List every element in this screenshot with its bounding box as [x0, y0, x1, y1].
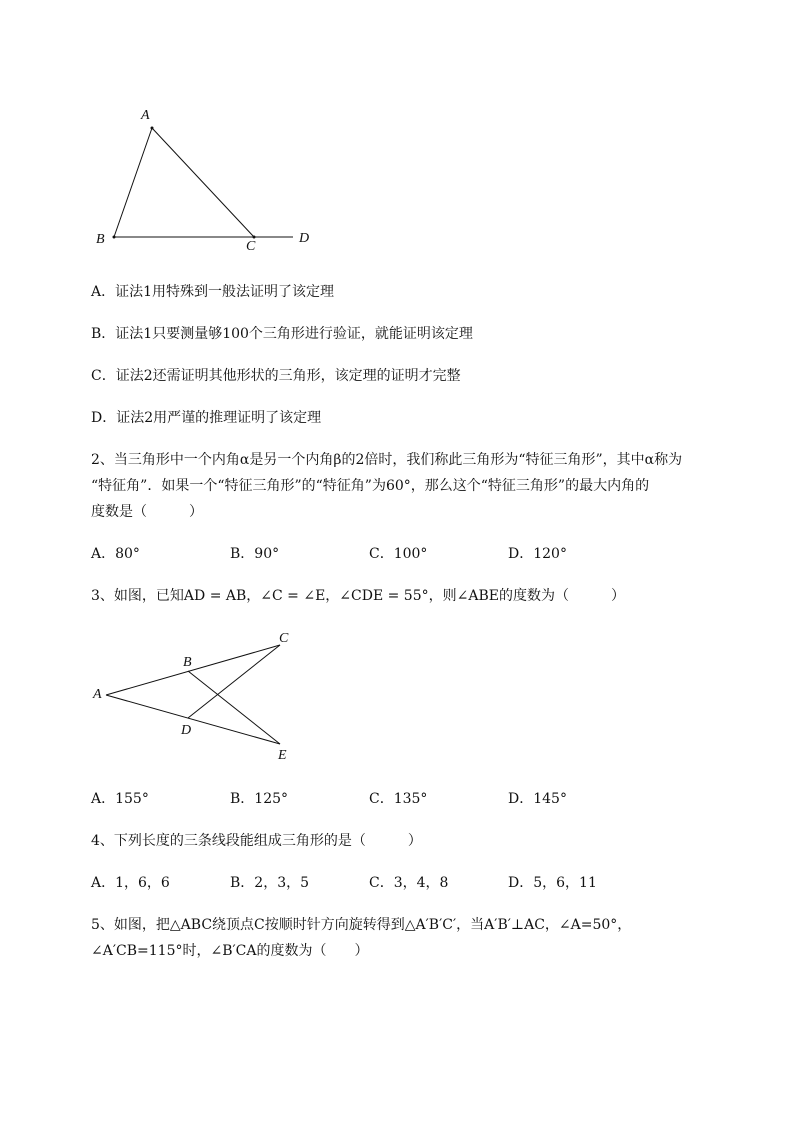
q3-stem: 3、如图，已知AD = AB，∠C = ∠E，∠CDE = 55°，则∠ABE的度数为（ ） — [91, 588, 625, 604]
q2-option-a: A．80° — [91, 546, 140, 562]
q3-option-a: A．155° — [91, 791, 149, 807]
label-d: D — [181, 723, 192, 738]
q4-option-d: D．5，6，11 — [508, 875, 597, 891]
label-b: B — [96, 232, 105, 247]
q2-stem-line3: 度数是（ ） — [91, 504, 203, 520]
q4-option-b: B．2，3，5 — [230, 875, 310, 891]
label-a: A — [93, 687, 102, 702]
q2-option-b: B．90° — [230, 546, 280, 562]
q1-option-c: C．证法2还需证明其他形状的三角形，该定理的证明才完整 — [91, 368, 461, 384]
q4-option-c: C．3，4，8 — [369, 875, 449, 891]
segment-ab — [114, 128, 152, 237]
label-e: E — [278, 748, 287, 763]
q3-option-d: D．145° — [508, 791, 567, 807]
triangle-figure-1 — [0, 0, 794, 300]
label-c: C — [246, 239, 256, 254]
q4-option-a: A．1，6，6 — [91, 875, 170, 891]
q1-option-a: A．证法1用特殊到一般法证明了该定理 — [91, 284, 335, 300]
q3-option-b: B．125° — [230, 791, 289, 807]
q2-stem-line1: 2、当三角形中一个内角α是另一个内角β的2倍时，我们称此三角形为“特征三角形”，其中α称为 — [91, 452, 683, 468]
segment-ae — [106, 695, 280, 744]
q5-stem-line2: ∠A′CB=115°时，∠B′CA的度数为（ ） — [91, 943, 369, 959]
label-b: B — [183, 655, 192, 670]
point-a — [151, 127, 154, 130]
q2-option-d: D．120° — [508, 546, 567, 562]
q4-stem: 4、下列长度的三条线段能组成三角形的是（ ） — [91, 833, 422, 849]
q2-stem-line2: “特征角”．如果一个“特征三角形”的“特征角”为60°，那么这个“特征三角形”的最大内角的 — [91, 478, 650, 494]
segment-ac — [106, 645, 280, 695]
q1-option-d: D．证法2用严谨的推理证明了该定理 — [91, 410, 322, 426]
q3-option-c: C．135° — [369, 791, 428, 807]
q5-stem-line1: 5、如图，把△ABC绕顶点C按顺时针方向旋转得到△A′B′C′，当A′B′⊥AC，∠A=50°， — [91, 917, 632, 933]
figure-2 — [0, 620, 794, 770]
label-d: D — [299, 231, 310, 246]
segment-ac — [152, 128, 254, 237]
label-a: A — [141, 108, 150, 123]
q2-option-c: C．100° — [369, 546, 428, 562]
label-c: C — [279, 631, 289, 646]
q1-option-b: B．证法1只要测量够100个三角形进行验证，就能证明该定理 — [91, 326, 473, 342]
point-b — [113, 236, 116, 239]
